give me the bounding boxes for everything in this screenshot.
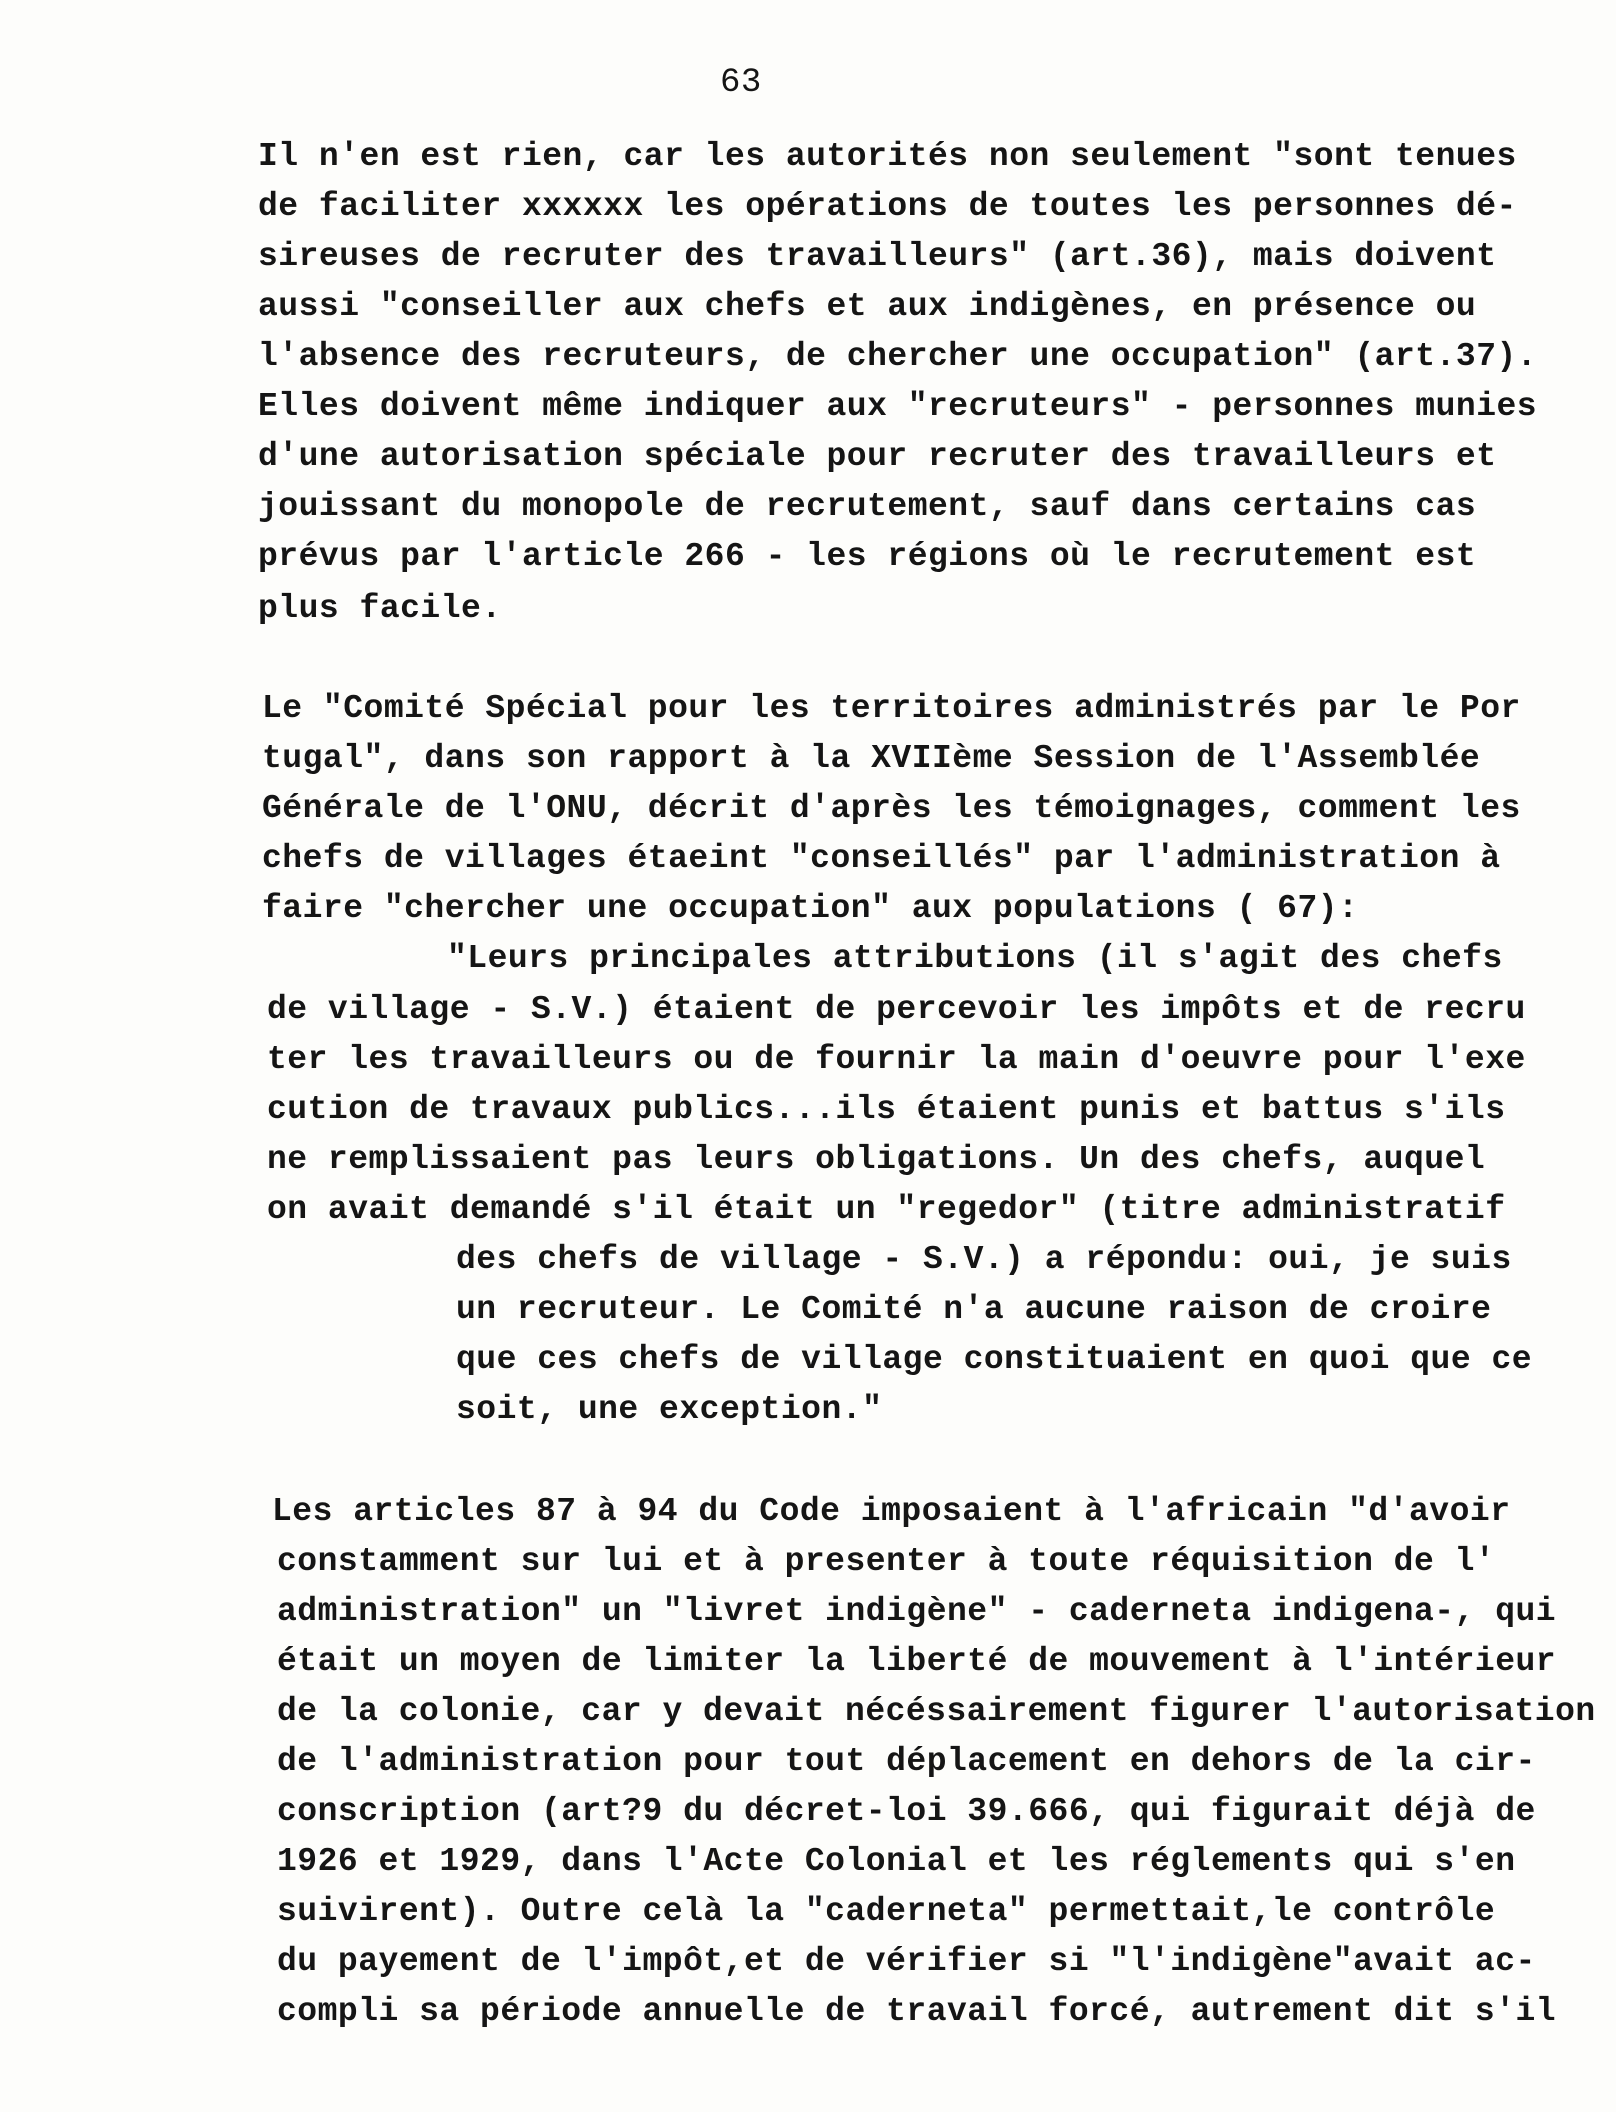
text-line: on avait demandé s'il était un "regedor" (titre administratif	[267, 1191, 1506, 1228]
text-line: 1926 et 1929, dans l'Acte Colonial et les réglements qui s'en	[277, 1843, 1516, 1880]
text-line: faire "chercher une occupation" aux populations ( 67):	[262, 890, 1359, 927]
text-line: cution de travaux publics...ils étaient punis et battus s'ils	[267, 1091, 1506, 1128]
text-line: de faciliter xxxxxx les opérations de toutes les personnes dé-	[258, 188, 1517, 225]
text-line: sireuses de recruter des travailleurs" (art.36), mais doivent	[258, 238, 1497, 275]
text-line: ne remplissaient pas leurs obligations. Un des chefs, auquel	[267, 1141, 1486, 1178]
text-line: de la colonie, car y devait nécéssairement figurer l'autorisation	[277, 1693, 1596, 1730]
page-number: 63	[720, 64, 762, 102]
text-line: constamment sur lui et à presenter à toute réquisition de l'	[277, 1543, 1496, 1580]
text-line: était un moyen de limiter la liberté de mouvement à l'intérieur	[277, 1643, 1557, 1680]
text-line: que ces chefs de village constituaient en quoi que ce	[456, 1341, 1533, 1378]
text-line: de l'administration pour tout déplacement en dehors de la cir-	[277, 1743, 1536, 1780]
text-line: suivirent). Outre celà la "caderneta" permettait,le contrôle	[277, 1893, 1496, 1930]
text-line: jouissant du monopole de recrutement, sauf dans certains cas	[258, 488, 1477, 525]
text-line: plus facile.	[258, 590, 502, 627]
text-line: l'absence des recruteurs, de chercher une occupation" (art.37).	[258, 338, 1538, 375]
text-line: conscription (art?9 du décret-loi 39.666, qui figurait déjà de	[277, 1793, 1536, 1830]
text-line: soit, une exception."	[456, 1391, 883, 1428]
text-line: prévus par l'article 266 - les régions où le recrutement est	[258, 538, 1477, 575]
text-line: Les articles 87 à 94 du Code imposaient à l'africain "d'avoir	[272, 1493, 1511, 1530]
text-line: chefs de villages étaeint "conseillés" par l'administration à	[262, 840, 1501, 877]
text-line: des chefs de village - S.V.) a répondu: oui, je suis	[456, 1241, 1512, 1278]
text-line: Générale de l'ONU, décrit d'après les témoignages, comment les	[262, 790, 1521, 827]
text-line: tugal", dans son rapport à la XVIIème Session de l'Assemblée	[262, 740, 1481, 777]
text-line: un recruteur. Le Comité n'a aucune raison de croire	[456, 1291, 1492, 1328]
text-line: ter les travailleurs ou de fournir la main d'oeuvre pour l'exe	[267, 1041, 1526, 1078]
text-line: Le "Comité Spécial pour les territoires administrés par le Por	[262, 690, 1521, 727]
text-line: du payement de l'impôt,et de vérifier si "l'indigène"avait ac-	[277, 1943, 1536, 1980]
text-line: Il n'en est rien, car les autorités non seulement "sont tenues	[258, 138, 1517, 175]
text-line: d'une autorisation spéciale pour recruter des travailleurs et	[258, 438, 1497, 475]
text-line: Elles doivent même indiquer aux "recruteurs" - personnes munies	[258, 388, 1538, 425]
text-line: "Leurs principales attributions (il s'agit des chefs	[447, 940, 1503, 977]
text-line: administration" un "livret indigène" - caderneta indigena-, qui	[277, 1593, 1557, 1630]
text-line: compli sa période annuelle de travail forcé, autrement dit s'il	[277, 1993, 1557, 2030]
text-line: de village - S.V.) étaient de percevoir les impôts et de recru	[267, 991, 1526, 1028]
text-line: aussi "conseiller aux chefs et aux indigènes, en présence ou	[258, 288, 1477, 325]
